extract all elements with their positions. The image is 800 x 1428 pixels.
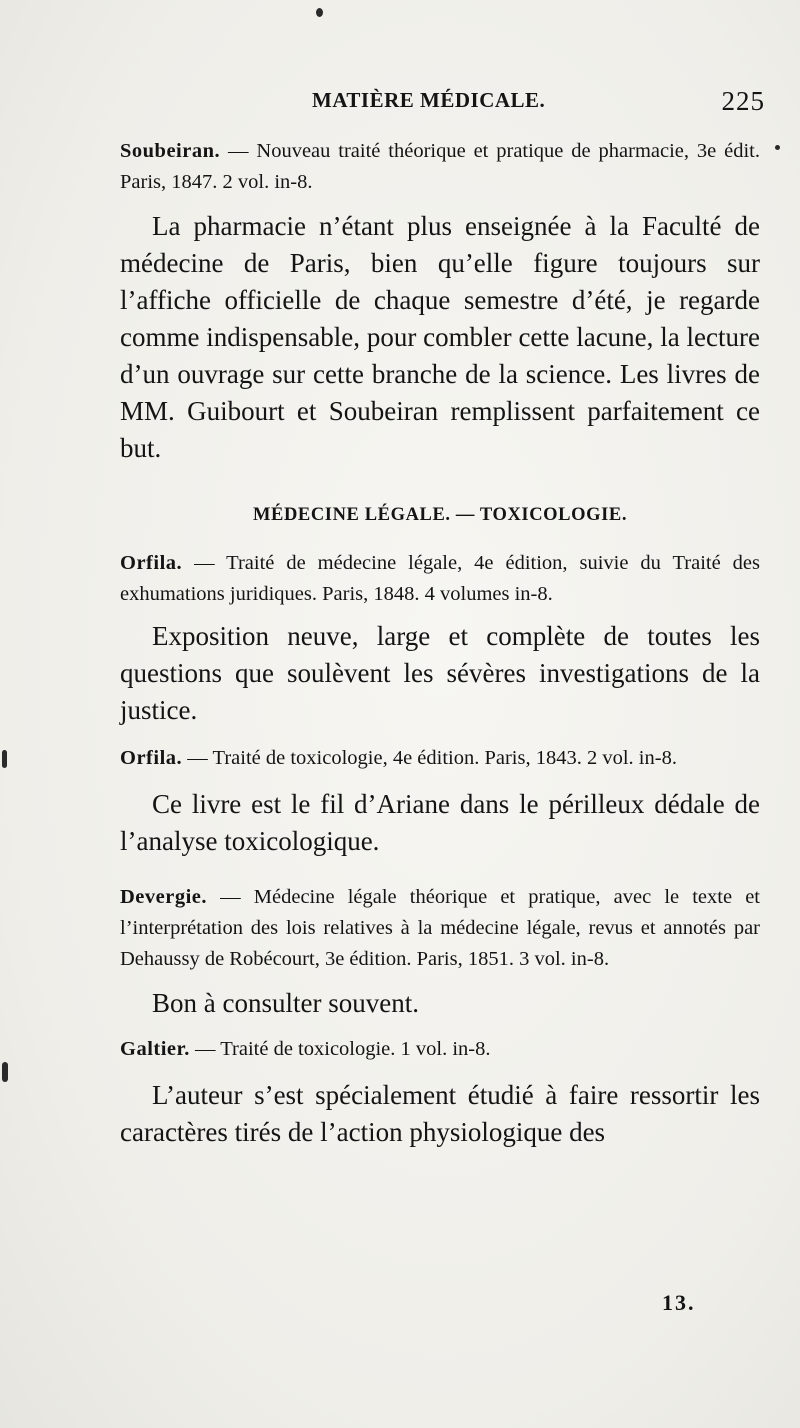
ink-spot — [775, 145, 780, 150]
entry-commentary: La pharmacie n’étant plus enseignée à la Faculté de médecine de Paris, bien qu’elle figure toujours sur l’affiche officielle de chaque semestre d’été, je regarde comme indispensable, pour combler cette lacune, la lecture d’un ouvrage sur cette branche de la science. Les livres de MM. Guibourt et Soubeiran remplissent parfaitement ce but. — [120, 211, 760, 463]
page-number: 225 — [721, 86, 765, 116]
entry-author: Soubeiran. — [120, 140, 221, 162]
entry-citation: — Traité de médecine légale, 4e édition, suivie du Traité des exhumations juridiques. Paris, 1848. 4 volumes in-8. — [120, 552, 760, 605]
signature-mark: 13. — [662, 1290, 696, 1315]
entry-citation: — Nouveau traité théorique et pratique de pharmacie, 3e édit. Paris, 1847. 2 vol. in-8. — [120, 140, 760, 193]
bibliography-entry — [120, 548, 760, 610]
entry-author: Orfila. — [120, 552, 183, 574]
ink-spot — [316, 8, 323, 17]
entry-commentary: Bon à consulter souvent. — [152, 988, 419, 1018]
entry-author: Devergie. — [120, 886, 208, 908]
entry-author: Galtier. — [120, 1038, 190, 1060]
page-header — [120, 86, 765, 126]
bibliography-entry — [120, 136, 760, 198]
running-head: MATIÈRE MÉDICALE. — [312, 88, 546, 112]
bibliography-entry — [120, 1034, 760, 1065]
ink-spot — [2, 750, 7, 768]
entry-author: Orfila. — [120, 747, 183, 769]
entry-citation: — Traité de toxicologie. 1 vol. in-8. — [189, 1038, 491, 1060]
bibliography-entry — [120, 882, 760, 975]
entry-commentary: Ce livre est le fil d’Ariane dans le périlleux dédale de l’analyse toxicologique. — [120, 789, 760, 856]
page-body — [120, 136, 760, 1151]
entry-commentary: Exposition neuve, large et complète de toutes les questions que soulèvent les sévères investigations de la justice. — [120, 621, 760, 725]
entry-citation: — Traité de toxicologie, 4e édition. Paris, 1843. 2 vol. in-8. — [182, 747, 677, 769]
entry-commentary: L’auteur s’est spécialement étudié à faire ressortir les caractères tirés de l’action physiologique des — [120, 1080, 760, 1147]
section-heading: MÉDECINE LÉGALE. — TOXICOLOGIE. — [252, 505, 628, 525]
bibliography-entry — [120, 743, 760, 774]
entry-citation: — Médecine légale théorique et pratique, avec le texte et l’interprétation des lois relatives à la médecine légale, revus et annotés par Dehaussy de Robécourt, 3e édition. Paris, 1851. 3 vol. in-8. — [120, 886, 760, 970]
ink-spot — [2, 1062, 8, 1082]
